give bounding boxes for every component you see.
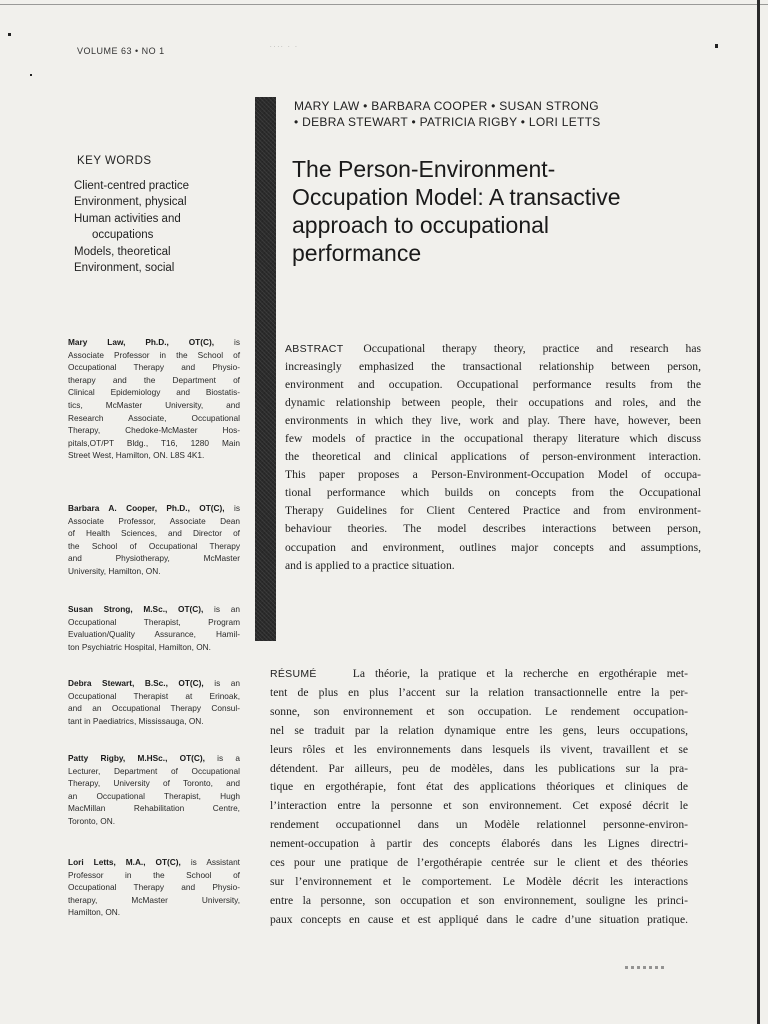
bio-text: the School of Occupational Therapy bbox=[68, 540, 240, 551]
bio-text: ton Psychiatric Hospital, Hamilton, ON. bbox=[68, 641, 211, 652]
keyword: Environment, social bbox=[74, 262, 175, 275]
resume-line: tique en ergothérapie, font état des applications théoriques et cliniques de bbox=[270, 780, 688, 794]
keyword: Human activities and bbox=[74, 212, 181, 225]
resume-line: sur l’environnement et le comportement. Le Modèle décrit les interactions bbox=[270, 874, 688, 888]
bio-text: tant in Paediatrics, Mississauga, ON. bbox=[68, 715, 204, 726]
title-line: performance bbox=[292, 240, 422, 266]
bio-text: is a bbox=[204, 753, 240, 763]
bio-text: is bbox=[214, 337, 240, 347]
resume-line: leurs rôles et les environnements dans lesquels ils vivent, travaillent et se bbox=[270, 742, 688, 756]
author-bio bbox=[68, 752, 240, 828]
bio-text: Occupational Therapy and Physio- bbox=[68, 882, 240, 893]
bio-text: Occupational Therapist, Program bbox=[68, 616, 240, 627]
bio-text: therapy, McMaster University, bbox=[68, 894, 240, 905]
title-spine-bar bbox=[255, 97, 276, 641]
abstract-line: few models of practice in the occupational therapy literature which discuss bbox=[285, 432, 701, 446]
bio-name: Mary Law, Ph.D., OT(C), bbox=[68, 337, 215, 347]
bio-name: Susan Strong, M.Sc., OT(C), bbox=[68, 604, 204, 614]
bio-text: Evaluation/Quality Assurance, Hamil- bbox=[68, 629, 240, 640]
keyword: Client-centred practice bbox=[74, 180, 190, 192]
bio-text: an Occupational Therapist, Hugh bbox=[68, 790, 240, 801]
bio-text: is Assistant bbox=[180, 857, 240, 867]
header-tiny-mark: ···· · · bbox=[270, 44, 299, 50]
bio-text: pitals,OT/PT Bldg., T16, 1280 Main bbox=[68, 437, 240, 448]
page-footer-mark bbox=[625, 966, 667, 969]
bio-name: Barbara A. Cooper, Ph.D., OT(C), bbox=[68, 503, 225, 513]
bio-text: is bbox=[224, 503, 240, 513]
abstract-line: dynamic relationship between people, their occupations and roles, and the bbox=[285, 396, 701, 410]
author-bio bbox=[68, 603, 240, 653]
resume-line: paux concepts en cause et est appliqué dans le cadre d’une situation pratique. bbox=[270, 912, 688, 926]
bio-text: Research Associate, Occupational bbox=[68, 412, 240, 423]
keywords-heading: KEY WORDS bbox=[77, 155, 152, 167]
author-bio bbox=[68, 856, 240, 919]
bio-text: Therapy, University of Toronto, and bbox=[68, 778, 240, 789]
bio-text: tics, McMaster University, and bbox=[68, 399, 240, 410]
abstract-line: behaviour theories. The model describes interactions between person, bbox=[285, 522, 701, 536]
abstract-line: This paper proposes a Person-Environment-Occupation Model of occupa- bbox=[285, 468, 701, 482]
author-line: MARY LAW • BARBARA COOPER • SUSAN STRONG bbox=[294, 99, 599, 113]
bio-text: is an bbox=[203, 678, 240, 688]
resume-line: tent de plus en plus l’accent sur la relation transactionnelle entre la per- bbox=[270, 685, 688, 699]
bio-text: and Physiotherapy, McMaster bbox=[68, 553, 240, 564]
page-top-rule bbox=[0, 4, 768, 5]
abstract-line: increasingly emphasized the transactional relationship between person, bbox=[285, 360, 701, 374]
resume-line: sonne, son environnement et son occupation. Le rendement occupation- bbox=[270, 704, 688, 718]
resume-line: rendement occupationnel dans un Modèle relationnel personne-environ- bbox=[270, 818, 688, 832]
bio-text: University, Hamilton, ON. bbox=[68, 565, 161, 576]
bio-text: is an bbox=[203, 604, 240, 614]
title-line: approach to occupational bbox=[292, 212, 550, 238]
bio-text: Associate Professor, Associate Dean bbox=[68, 515, 240, 526]
abstract-line: occupation and environment, outlines major concepts and assumptions, bbox=[285, 540, 701, 554]
author-list bbox=[294, 98, 601, 130]
bio-text: Toronto, ON. bbox=[68, 815, 116, 826]
bio-text: of Health Sciences, and Director of bbox=[68, 528, 240, 539]
scan-speck bbox=[8, 33, 11, 36]
author-bio bbox=[68, 677, 240, 727]
page-edge-shadow bbox=[757, 0, 760, 1024]
bio-name: Patty Rigby, M.HSc., OT(C), bbox=[68, 753, 205, 763]
bio-text: Occupational Therapy and Physio- bbox=[68, 362, 240, 373]
resume-line: détendent. Par ailleurs, peu de modèles, dans les publications sur la pra- bbox=[270, 761, 688, 775]
resume-line: nement-occupation à partir des concepts élaborés dans les Lignes directri- bbox=[270, 837, 688, 851]
bio-text: therapy and the Department of bbox=[68, 374, 240, 385]
resume-label: RÉSUMÉ bbox=[270, 668, 317, 680]
bio-text: Professor in the School of bbox=[68, 869, 240, 880]
article-title bbox=[292, 155, 732, 267]
abstract bbox=[285, 340, 701, 575]
bio-name: Lori Letts, M.A., OT(C), bbox=[68, 857, 181, 867]
resume-line: entre la personne, son occupation et son environnement, souligne les princi- bbox=[270, 893, 688, 907]
author-line: • DEBRA STEWART • PATRICIA RIGBY • LORI LETTS bbox=[294, 115, 601, 129]
bio-text: and an Occupational Therapy Consul- bbox=[68, 703, 240, 714]
bio-text: Associate Professor in the School of bbox=[68, 349, 240, 360]
keyword: Environment, physical bbox=[74, 196, 187, 209]
author-bio bbox=[68, 336, 240, 462]
abstract-line: Therapy Guidelines for Client Centered Practice and from environment- bbox=[285, 504, 701, 518]
title-line: Occupation Model: A transactive bbox=[292, 184, 621, 210]
resume-line: nel se traduit par la relation dynamique entre les gens, leurs occupations, bbox=[270, 723, 688, 737]
bio-name: Debra Stewart, B.Sc., OT(C), bbox=[68, 678, 204, 688]
keywords-list bbox=[74, 178, 189, 276]
abstract-line: Occupational therapy theory, practice and research has bbox=[363, 342, 701, 355]
bio-text: Lecturer, Department of Occupational bbox=[68, 765, 240, 776]
scan-speck bbox=[715, 44, 718, 48]
abstract-line: environment and occupation. Occupational performance results from the bbox=[285, 378, 701, 392]
volume-header: VOLUME 63 • NO 1 bbox=[77, 46, 165, 56]
resume-line: l’interaction entre la personne et son environnement. Cet exposé décrit le bbox=[270, 799, 688, 813]
abstract-line: tional performance which builds on concepts from the Occupational bbox=[285, 486, 701, 500]
abstract-line: the theoretical and clinical applications of person-environment interaction. bbox=[285, 450, 701, 464]
abstract-label: ABSTRACT bbox=[285, 343, 344, 355]
resume-line: ces pour une pratique de l’ergothérapie centrée sur le client et des théories bbox=[270, 856, 688, 870]
keyword: Models, theoretical bbox=[74, 245, 171, 258]
author-bio bbox=[68, 502, 240, 578]
bio-text: Clinical Epidemiology and Biostatis- bbox=[68, 387, 240, 398]
bio-text: Therapy, Chedoke-McMaster Hos- bbox=[68, 425, 240, 436]
scan-speck bbox=[30, 74, 32, 76]
bio-text: Occupational Therapist at Erinoak, bbox=[68, 690, 240, 701]
bio-text: MacMillan Rehabilitation Centre, bbox=[68, 803, 240, 814]
resume-line: La théorie, la pratique et la recherche en ergothérapie met- bbox=[352, 667, 688, 680]
keyword: occupations bbox=[92, 229, 154, 242]
resume bbox=[270, 665, 688, 930]
bio-text: Street West, Hamilton, ON. L8S 4K1. bbox=[68, 450, 205, 461]
abstract-line: and is applied to a practice situation. bbox=[285, 558, 455, 572]
title-line: The Person-Environment- bbox=[292, 156, 556, 182]
bio-text: Hamilton, ON. bbox=[68, 907, 121, 918]
abstract-line: environments in which they live, work and play. There have, however, been bbox=[285, 414, 701, 428]
